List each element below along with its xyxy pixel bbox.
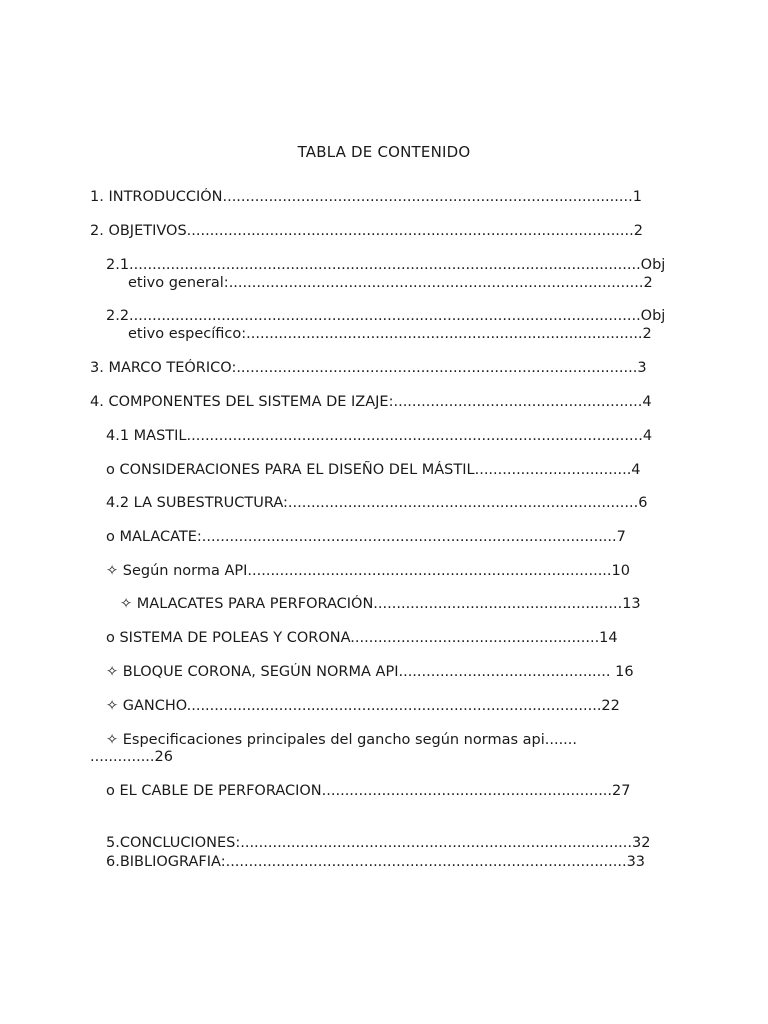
toc-entry-2-1-line2: etivo general:..........................................................................................2 [128,275,653,291]
toc-entry-especificaciones-line1: ✧ Especificaciones principales del gancho según normas api....... [106,732,578,748]
toc-entry-2-2-line2: etivo específico:......................................................................................2 [128,326,652,342]
toc-entry-2-1-line1: 2.1...............................................................................................................Obj [106,257,666,273]
toc-entry-2-2-line1: 2.2...............................................................................................................Obj [106,308,666,324]
toc-entry-introduccion: 1. INTRODUCCIÓN.........................................................................................1 [90,189,642,205]
toc-entry-especificaciones-line2: ..............26 [90,749,173,765]
toc-entry-bibliografia: 6.BIBLIOGRAFIA:.......................................................................................33 [106,854,646,870]
toc-entry-consideraciones: o CONSIDERACIONES PARA EL DISEÑO DEL MÁSTIL..................................4 [106,462,641,478]
page-title: TABLA DE CONTENIDO [297,143,471,161]
toc-entry-sistema-poleas: o SISTEMA DE POLEAS Y CORONA......................................................14 [106,630,618,646]
toc-entry-segun-norma-api: ✧ Según norma API...............................................................................10 [106,563,630,579]
toc-entry-gancho: ✧ GANCHO..........................................................................................22 [106,698,620,714]
toc-entry-bloque-corona: ✧ BLOQUE CORONA, SEGÚN NORMA API.............................................. 16 [106,664,634,680]
toc-entry-cable-perforacion: o EL CABLE DE PERFORACION...............................................................27 [106,783,631,799]
toc-entry-subestructura: 4.2 LA SUBESTRUCTURA:............................................................................6 [106,495,648,511]
toc-entry-componentes: 4. COMPONENTES DEL SISTEMA DE IZAJE:......................................................4 [90,394,652,410]
toc-entry-conclusiones: 5.CONCLUCIONES:.....................................................................................32 [106,835,651,851]
toc-entry-malacates-perforacion: ✧ MALACATES PARA PERFORACIÓN......................................................13 [120,596,641,612]
toc-entry-mastil: 4.1 MASTIL...................................................................................................4 [106,428,653,444]
toc-entry-marco-teorico: 3. MARCO TEÓRICO:.......................................................................................3 [90,360,647,376]
toc-entry-malacate: o MALACATE:..........................................................................................7 [106,529,626,545]
toc-entry-objetivos: 2. OBJETIVOS.................................................................................................2 [90,223,643,239]
